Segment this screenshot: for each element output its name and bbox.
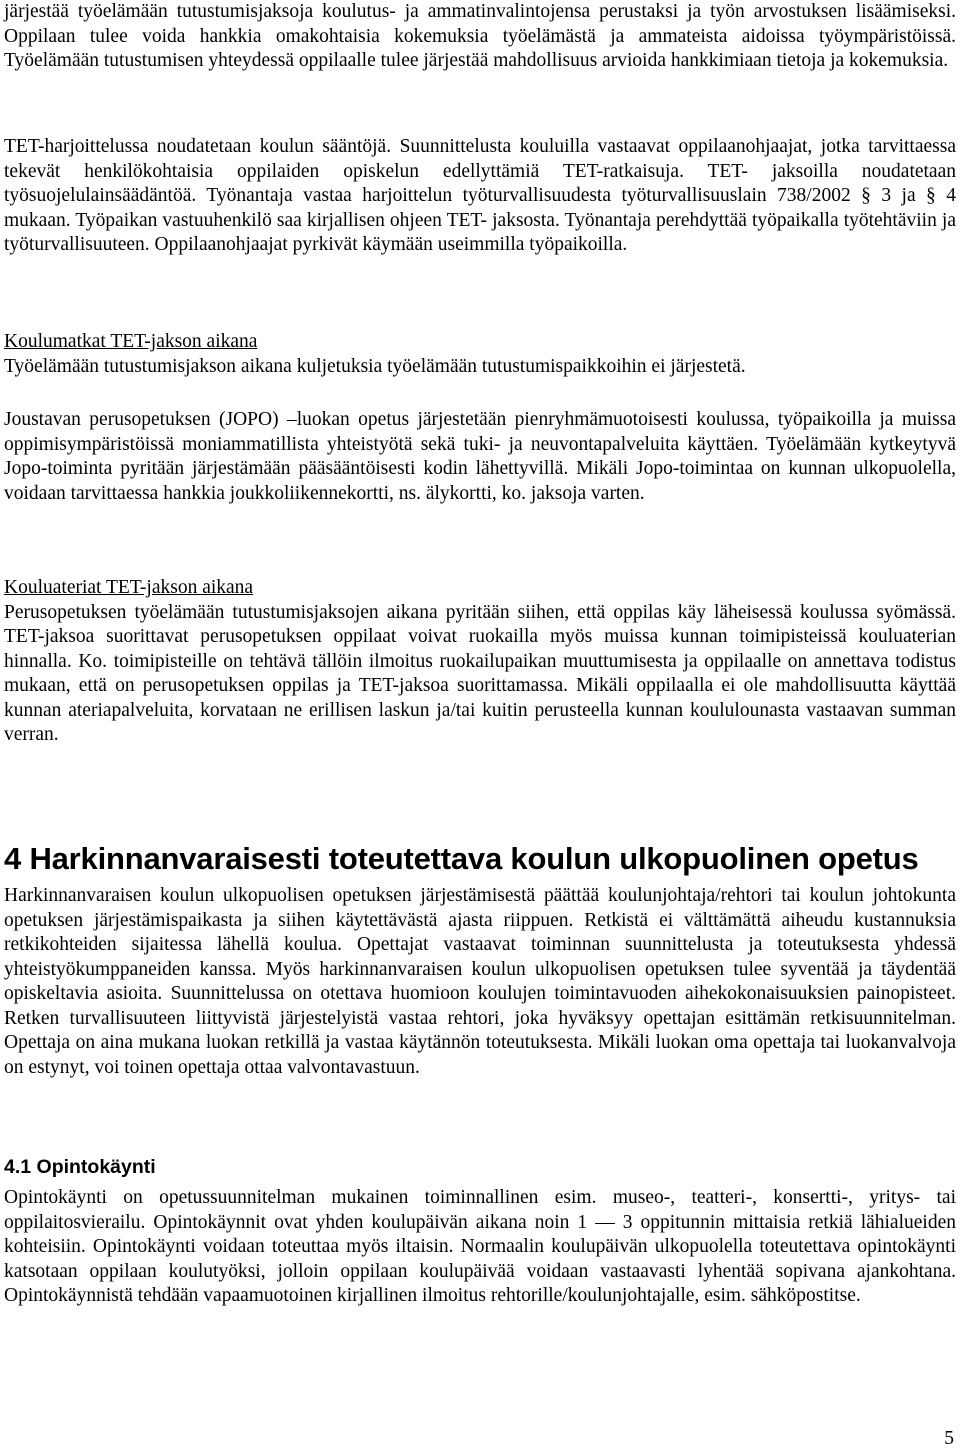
kouluateriat-text: Perusopetuksen työelämään tutustumisjaksojen aikana pyritään siihen, että oppilas käy läheisessä koulussa syömässä. TET-jaksoa suorittavat perusopetuksen oppilaat voivat ruokailla myös muissa kunnan toimipisteissä kouluaterian hinnalla. Ko. toimipisteille on tehtävä tällöin ilmoitus ruokailupaikan muuttumisesta ja oppilaalle on annettava todistus mukaan, että on perusopetuksen oppilas ja TET-jaksoa suorittamassa. Mikäli oppilaalla ei ole mahdollisuutta käyttää kunnan ateriapalveluita, korvataan ne erillisen laskun ja/tai kuitin perusteella kunnan koululounasta vastaavan summan verran.: [4, 601, 956, 745]
koulumatkat-heading: Koulumatkat TET-jakson aikana: [4, 331, 258, 352]
page-number: 5: [944, 1428, 954, 1449]
kouluateriat-heading: Kouluateriat TET-jakson aikana: [4, 577, 254, 598]
section-4-1-text: Opintokäynti on opetussuunnitelman mukainen toiminnallinen esim. museo-, teatteri-, konsertti-, yritys- tai oppilaitosvierailu. Opintokäynnit ovat yhden koulupäivän aikana noin 1 — 3 oppitunnin mittaisia retkiä lähialueiden kohteisiin. Opintokäynti voidaan toteuttaa myös iltaisin. Normaalin koulupäivän ulkopuolella toteutettava opintokäynti katsotaan oppilaan koulutyöksi, jolloin oppilaan koulupäivää voidaan vastaavasti lyhentää sopivana ajankohtana. Opintokäynnistä tehdään vapaamuotoinen kirjallinen ilmoitus rehtorille/koulunjohtajalle, esim. sähköpostitse.: [4, 1187, 956, 1306]
jopo-paragraph: Joustavan perusopetuksen (JOPO) –luokan opetus järjestetään pienryhmämuotoisesti koulussa, työpaikoilla ja muissa oppimisympäristöissä moniammatillista yhteistyötä sekä tuki- ja neuvontapalveluita käyttäen. Työelämään kytkeytyvä Jopo-toiminta pyritään järjestämään pääsääntöisesti kodin lähettyvillä. Mikäli Jopo-toimintaa on kunnan ulkopuolella, voidaan tarvittaessa hankkia joukkoliikennekortti, ns. älykortti, ko. jaksoja varten.: [4, 409, 956, 504]
intro-paragraph-2: TET-harjoittelussa noudatetaan koulun sääntöjä. Suunnittelusta kouluilla vastaavat oppilaanohjaajat, jotka tarvittaessa tekevät henkilökohtaisia oppilaiden opiskelun edellyttämiä TET-ratkaisuja. TET- jaksoilla noudatetaan työsuojelulainsäädäntöä. Työnantaja vastaa harjoittelun työturvallisuudesta työturvallisuuslain 738/2002 § 3 ja § 4 mukaan. Työpaikan vastuuhenkilö saa kirjallisen ohjeen TET- jaksosta. Työnantaja perehdyttää työpaikalla työtehtäviin ja työturvallisuuteen. Oppilaanohjaajat pyrkivät käymään useimmilla työpaikoilla.: [4, 136, 956, 255]
koulumatkat-section: [4, 330, 956, 379]
section-4-heading: 4 Harkinnanvaraisesti toteutettava koulun ulkopuolinen opetus: [4, 841, 919, 876]
koulumatkat-text: Työelämään tutustumisjakson aikana kuljetuksia työelämään tutustumispaikkoihin ei järjestetä.: [4, 355, 746, 377]
section-4-1-heading: 4.1 Opintokäynti: [4, 1156, 156, 1178]
intro-paragraph-1: järjestää työelämään tutustumisjaksoja koulutus- ja ammatinvalintojensa perustaksi ja työn arvostuksen lisäämiseksi. Oppilaan tulee voida hankkia omakohtaisia kokemuksia työelämästä ja ammateista aidoissa työympäristöissä. Työelämään tutustumisen yhteydessä oppilaalle tulee järjestää mahdollisuus arvioida hankkimiaan tietoja ja kokemuksia.: [4, 1, 956, 71]
section-4-text: Harkinnanvaraisen koulun ulkopuolisen opetuksen järjestämisestä päättää koulunjohtaja/rehtori tai koulun johtokunta opetuksen järjestämispaikasta ja siihen käytettävästä ajasta riippuen. Retkistä ei välttämättä aiheudu kustannuksia retkikohteiden sijaitessa lähellä koulua. Opettajat vastaavat toiminnan suunnittelusta ja toteutuksesta yhdessä yhteistyökumppaneiden kanssa. Myös harkinnanvaraisen koulun ulkopuolisen opetuksen tulee syventää ja täydentää opiskeltavia asioita. Suunnittelussa on otettava huomioon koulujen toimintavuoden aihekokonaisuuksien painopisteet. Retken turvallisuuteen liittyvistä järjestelyistä vastaa rehtori, joka hyväksyy opettajan esittämän retkisuunnitelman. Opettaja on aina mukana luokan retkillä ja vastaa käytännön toteutuksesta. Mikäli luokan oma opettaja tai luokanvalvoja on estynyt, voi toinen opettaja ottaa valvontavastuun.: [4, 885, 956, 1078]
kouluateriat-section: [4, 576, 956, 748]
